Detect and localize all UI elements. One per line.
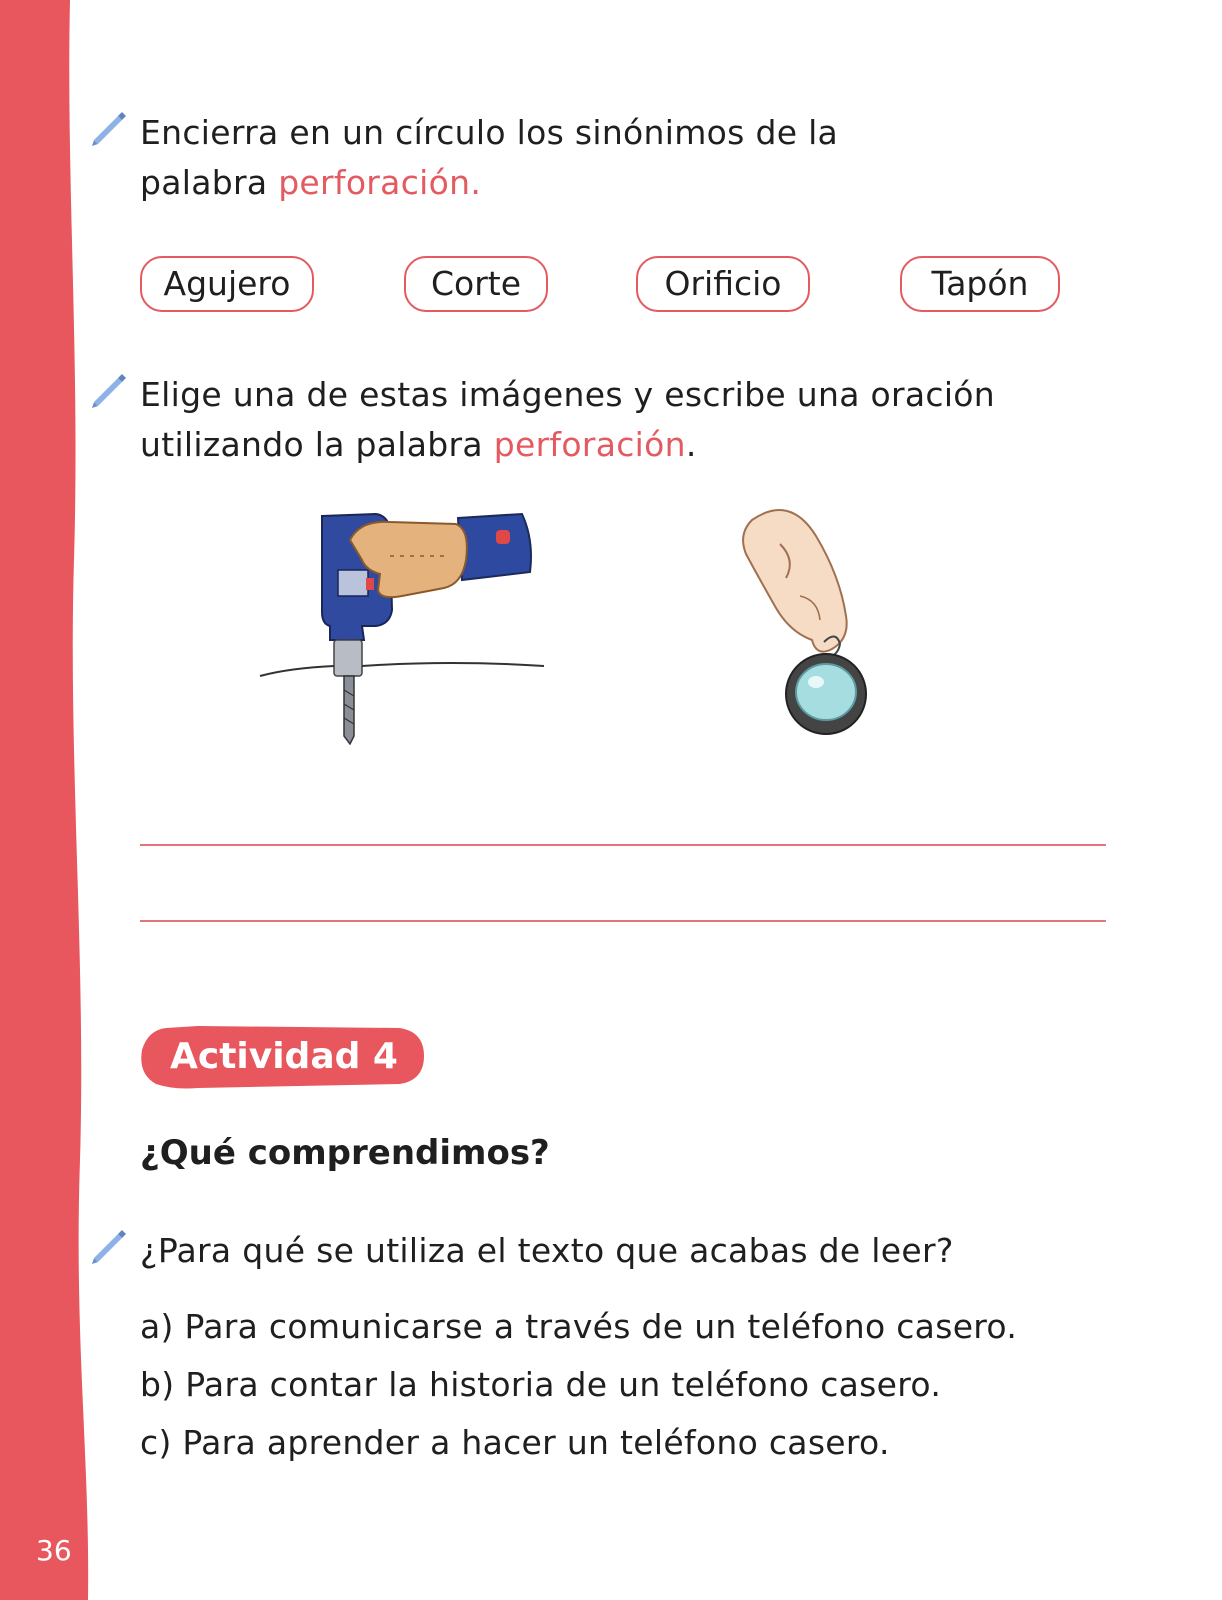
answer-b[interactable]: b) Para contar la historia de un teléfono casero. [140,1365,942,1404]
exercise2-line2-prefix: utilizando la palabra [140,425,494,464]
option-tapon[interactable]: Tapón [900,256,1060,312]
exercise2-line2 [140,420,995,470]
drill-illustration[interactable] [230,500,560,760]
exercise1-instruction [140,108,838,208]
option-agujero[interactable]: Agujero [140,256,314,312]
answer-c[interactable]: c) Para aprender a hacer un teléfono casero. [140,1423,890,1462]
pencil-icon [88,106,132,150]
option-orificio[interactable]: Orificio [636,256,810,312]
activity-badge: Actividad 4 [170,1036,398,1077]
section-title: ¿Qué comprendimos? [140,1133,550,1173]
exercise3-question: ¿Para qué se utiliza el texto que acabas de leer? [140,1231,954,1270]
pencil-icon [88,368,132,412]
exercise1-line1: Encierra en un círculo los sinónimos de la [140,113,839,152]
exercise2-line1: Elige una de estas imágenes y escribe una oración [140,375,996,414]
exercise2-line2-suffix: . [685,425,697,464]
keyword-perforacion: perforación. [278,163,482,202]
writing-line-2[interactable] [140,920,1106,922]
page-number: 36 [36,1534,72,1567]
exercise1-line2 [140,158,838,208]
exercise1-line2-prefix: palabra [140,163,279,202]
keyword-perforacion: perforación [493,425,686,464]
answer-a[interactable]: a) Para comunicarse a través de un teléfono casero. [140,1307,1018,1346]
writing-line-1[interactable] [140,844,1106,846]
left-decorative-band [0,0,100,1600]
option-corte[interactable]: Corte [404,256,548,312]
exercise2-instruction [140,370,995,470]
earring-illustration[interactable] [640,500,970,760]
pencil-icon [88,1224,132,1268]
